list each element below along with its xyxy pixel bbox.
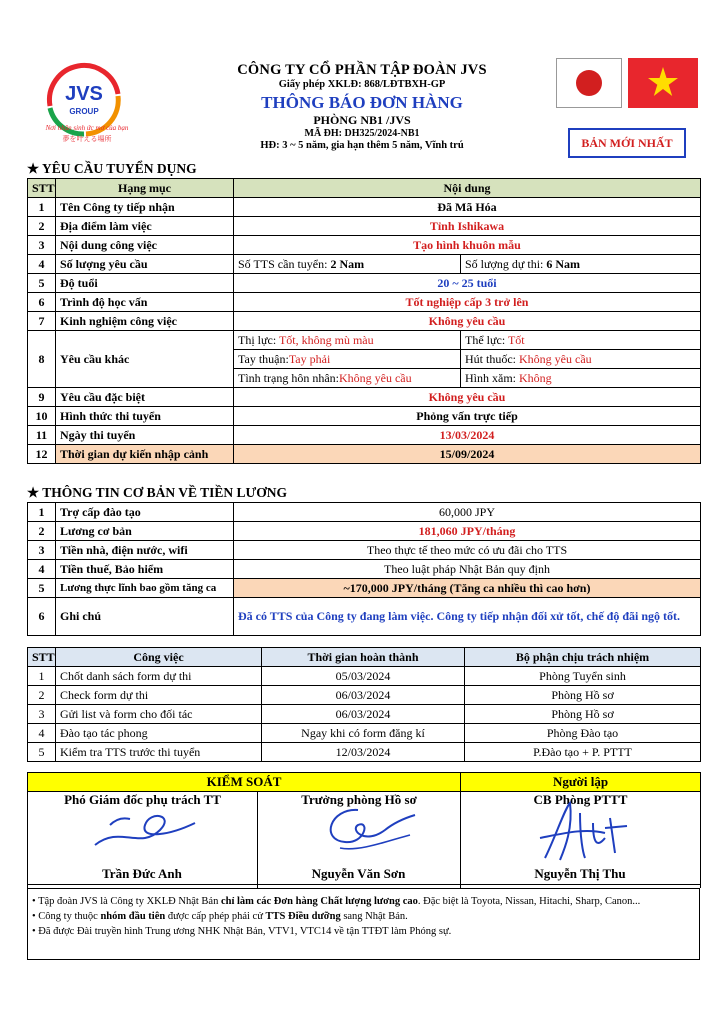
creator-label: Người lập: [461, 773, 701, 792]
row-label: Thời gian dự kiến nhập cảnh: [56, 445, 234, 464]
company-logo: [32, 60, 142, 150]
task-name: Check form dự thi: [56, 686, 262, 705]
salary-table: [27, 502, 701, 636]
row-number: 4: [28, 255, 56, 274]
logo-jvs-text: JVS: [65, 83, 103, 105]
row-number: 5: [28, 579, 56, 598]
signature-drawing-3: [535, 798, 635, 868]
logo-slogan: Nơi nhận sinh ức mơ của bạn: [45, 124, 129, 132]
table-header-row: [28, 179, 701, 198]
task-dept: Phòng Hồ sơ: [465, 705, 701, 724]
row-number: 7: [28, 312, 56, 331]
task-dept: Phòng Hồ sơ: [465, 686, 701, 705]
table-row: [28, 560, 701, 579]
row-label: Yêu cầu đặc biệt: [56, 388, 234, 407]
row-number: 1: [28, 667, 56, 686]
row-label: Kinh nghiệm công việc: [56, 312, 234, 331]
table-row: [28, 686, 701, 705]
special-requirement: Không yêu cầu: [234, 388, 701, 407]
table-row: [28, 217, 701, 236]
row-label: Ghi chú: [56, 598, 234, 636]
task-time: 05/03/2024: [262, 667, 465, 686]
row-label: Tiền nhà, điện nước, wifi: [56, 541, 234, 560]
training-allowance: 60,000 JPY: [234, 503, 701, 522]
role-label: Trưởng phòng Hồ sơ: [301, 792, 417, 807]
task-name: Gửi list và form cho đối tác: [56, 705, 262, 724]
row-label: Trợ cấp đào tạo: [56, 503, 234, 522]
role-label: CB Phòng PTTT: [533, 792, 628, 807]
task-dept: P.Đào tạo + P. PTTT: [465, 743, 701, 762]
row-label: Lương thực lĩnh bao gồm tăng ca: [56, 579, 234, 598]
fitness-requirement: Thể lực: Tốt: [461, 331, 701, 350]
table-row: [28, 705, 701, 724]
row-label: Địa điểm làm việc: [56, 217, 234, 236]
basic-salary: 181,060 JPY/tháng: [234, 522, 701, 541]
vietnam-flag-icon: [628, 58, 698, 108]
room-name: PHÒNG NB1 /JVS: [313, 113, 411, 128]
task-time: 06/03/2024: [262, 686, 465, 705]
education-level: Tốt nghiệp cấp 3 trở lên: [234, 293, 701, 312]
row-number: 3: [28, 236, 56, 255]
table-row: [28, 667, 701, 686]
row-number: 1: [28, 503, 56, 522]
table-row: [28, 236, 701, 255]
row-label: Hình thức thi tuyển: [56, 407, 234, 426]
salary-note: Đã có TTS của Công ty đang làm việc. Công ty tiếp nhận đối xử tốt, chế độ đãi ngộ tốt.: [234, 598, 701, 636]
signature-drawing-2: [310, 800, 420, 860]
recruitment-table: [27, 178, 701, 464]
housing-utilities: Theo thực tế theo mức có ưu đãi cho TTS: [234, 541, 701, 560]
exam-date: 13/03/2024: [234, 426, 701, 445]
table-row: [28, 579, 701, 598]
row-label: Lương cơ bản: [56, 522, 234, 541]
entry-date: 15/09/2024: [234, 445, 701, 464]
age-range: 20 ~ 25 tuổi: [234, 274, 701, 293]
row-label: Tên Công ty tiếp nhận: [56, 198, 234, 217]
col-time: Thời gian hoàn thành: [262, 648, 465, 667]
table-row: [28, 255, 701, 274]
signature-header-row: [28, 773, 701, 792]
note-3: • Đã được Đài truyền hình Trung ương NHK Nhật Bản, VTV1, VTC14 về tận TTĐT làm Phóng sự.: [32, 925, 452, 937]
table-row: [28, 274, 701, 293]
row-number: 11: [28, 426, 56, 445]
row-number: 12: [28, 445, 56, 464]
col-dept: Bộ phận chịu trách nhiệm: [465, 648, 701, 667]
role-label: Phó Giám đốc phụ trách TT: [64, 792, 221, 807]
table-row: [28, 522, 701, 541]
row-number: 5: [28, 743, 56, 762]
row-label: Ngày thi tuyển: [56, 426, 234, 445]
row-label: Trình độ học vấn: [56, 293, 234, 312]
row-number: 3: [28, 705, 56, 724]
table-row: [28, 312, 701, 331]
logo-group-text: GROUP: [69, 107, 99, 116]
notes-box: [27, 888, 700, 960]
row-number: 10: [28, 407, 56, 426]
contract-terms: HĐ: 3 ~ 5 năm, gia hạn thêm 5 năm, Vĩnh trú: [260, 139, 464, 151]
table-row: [28, 331, 701, 350]
tax-insurance: Theo luật pháp Nhật Bản quy định: [234, 560, 701, 579]
net-salary: ~170,000 JPY/tháng (Tăng ca nhiều thì cao hơn): [234, 579, 701, 598]
task-time: Ngay khi có form đăng kí: [262, 724, 465, 743]
task-dept: Phòng Tuyển sinh: [465, 667, 701, 686]
table-row: [28, 724, 701, 743]
col-task: Công việc: [56, 648, 262, 667]
table-row: [28, 407, 701, 426]
row-number: 2: [28, 686, 56, 705]
exam-candidates: Số lượng dự thi: 6 Nam: [461, 255, 701, 274]
logo-slogan-cn: 夢を叶える場所: [62, 135, 112, 143]
task-name: Chốt danh sách form dự thi: [56, 667, 262, 686]
marital-requirement: Tình trạng hôn nhân:Không yêu cầu: [234, 369, 461, 388]
row-number: 6: [28, 293, 56, 312]
row-number: 1: [28, 198, 56, 217]
row-number: 4: [28, 724, 56, 743]
col-stt: STT: [28, 648, 56, 667]
signer-name: Nguyễn Văn Sơn: [311, 866, 406, 881]
order-code: MÃ ĐH: DH325/2024-NB1: [304, 127, 420, 139]
task-name: Đào tạo tác phong: [56, 724, 262, 743]
note-2: • Công ty thuộc nhóm đầu tiên được cấp phép phải cử TTS Điều dưỡng sang Nhật Bản.: [32, 910, 408, 922]
row-number: 2: [28, 217, 56, 236]
row-number: 5: [28, 274, 56, 293]
col-content: Nội dung: [234, 179, 701, 198]
task-name: Kiểm tra TTS trước thi tuyển: [56, 743, 262, 762]
row-label: Độ tuổi: [56, 274, 234, 293]
row-label: Nội dung công việc: [56, 236, 234, 255]
tasks-table: [27, 647, 701, 762]
control-label: KIỂM SOÁT: [28, 773, 461, 792]
section-salary-title: ★ THÔNG TIN CƠ BẢN VỀ TIỀN LƯƠNG: [27, 485, 288, 500]
table-row: [28, 198, 701, 217]
table-row: [28, 743, 701, 762]
latest-version-badge: BẢN MỚI NHẤT: [568, 128, 686, 158]
task-time: 12/03/2024: [262, 743, 465, 762]
row-label: Số lượng yêu cầu: [56, 255, 234, 274]
row-number: 3: [28, 541, 56, 560]
row-number: 8: [28, 331, 56, 388]
row-label: Yêu cầu khác: [56, 331, 234, 388]
task-dept: Phòng Đào tạo: [465, 724, 701, 743]
table-row: [28, 445, 701, 464]
trainees-needed: Số TTS cần tuyển: 2 Nam: [234, 255, 461, 274]
table-row: [28, 541, 701, 560]
signature-drawing-1: [90, 805, 200, 860]
table-row: [28, 426, 701, 445]
row-number: 2: [28, 522, 56, 541]
col-item: Hạng mục: [56, 179, 234, 198]
note-1: • Tập đoàn JVS là Công ty XKLĐ Nhật Bản chỉ làm các Đơn hàng Chất lượng lương cao. Đặc biệt là Toyota, Nissan, Hitachi, Sharp, Canon...: [32, 896, 641, 907]
work-experience: Không yêu cầu: [234, 312, 701, 331]
exam-format: Phỏng vấn trực tiếp: [234, 407, 701, 426]
signer-name: Nguyễn Thị Thu: [534, 866, 626, 881]
table-row: [28, 598, 701, 636]
handedness-requirement: Tay thuận:Tay phải: [234, 350, 461, 369]
row-number: 6: [28, 598, 56, 636]
document-title: THÔNG BÁO ĐƠN HÀNG: [261, 92, 463, 112]
license-number: Giấy phép XKLĐ: 868/LĐTBXH-GP: [278, 79, 446, 91]
work-location: Tỉnh Ishikawa: [234, 217, 701, 236]
table-header-row: [28, 648, 701, 667]
smoking-requirement: Hút thuốc: Không yêu cầu: [461, 350, 701, 369]
table-row: [28, 293, 701, 312]
header-block: [160, 62, 564, 152]
job-content: Tạo hình khuôn mẫu: [234, 236, 701, 255]
row-number: 9: [28, 388, 56, 407]
table-row: [28, 388, 701, 407]
task-time: 06/03/2024: [262, 705, 465, 724]
tattoo-requirement: Hình xăm: Không: [461, 369, 701, 388]
table-row: [28, 503, 701, 522]
receiving-company: Đã Mã Hóa: [234, 198, 701, 217]
divider: [27, 884, 700, 885]
signer-name: Trần Đức Anh: [102, 866, 182, 881]
row-label: Tiền thuế, Bảo hiểm: [56, 560, 234, 579]
japan-flag-icon: [556, 58, 622, 108]
col-stt: STT: [28, 179, 56, 198]
row-number: 4: [28, 560, 56, 579]
vision-requirement: Thị lực: Tốt, không mù màu: [234, 331, 461, 350]
section-recruitment-title: ★ YÊU CẦU TUYỂN DỤNG: [27, 161, 197, 176]
company-name: CÔNG TY CỔ PHẦN TẬP ĐOÀN JVS: [237, 62, 487, 78]
